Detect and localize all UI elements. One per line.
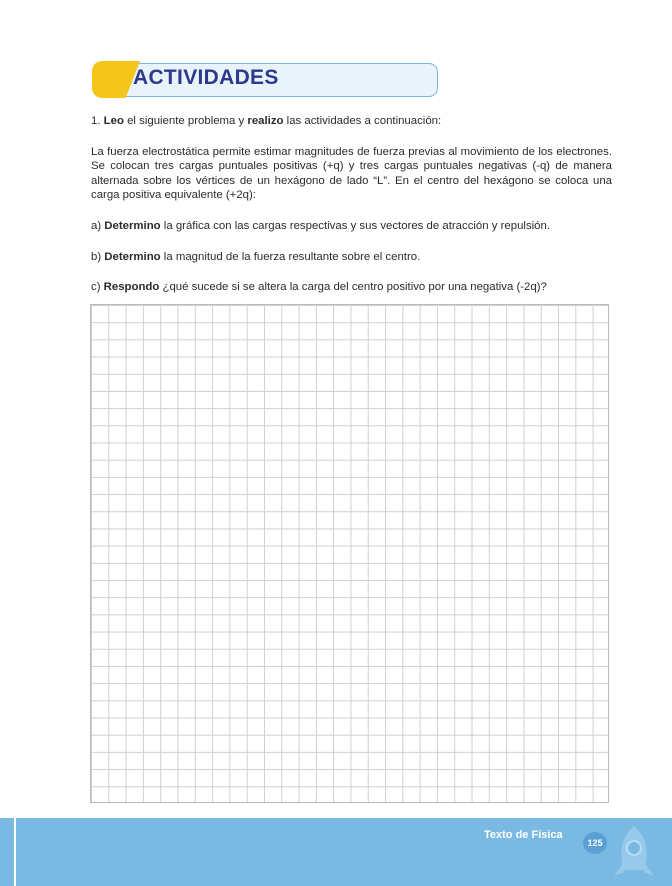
task-b [91, 250, 612, 265]
task-c-verb: Respondo [103, 281, 160, 294]
activity-number: 1. [91, 115, 101, 127]
task-a-prefix: a) [91, 219, 105, 232]
task-a-verb: Determino [104, 219, 161, 232]
page-number-badge: 125 [583, 832, 607, 854]
task-b-verb: Determino [104, 250, 161, 263]
task-a-text: la gráfica con las cargas respectivas y sus vectores de atracción y repulsión. [160, 219, 551, 232]
intro-verb-leo: Leo [103, 115, 124, 127]
activity-intro [91, 114, 612, 129]
task-c [91, 280, 612, 295]
task-b-prefix: b) [91, 250, 105, 263]
task-c-text: ¿qué sucede si se altera la carga del centro positivo por una negativa (-2q)? [159, 281, 547, 294]
intro-verb-realizo: realizo [247, 115, 284, 127]
rocket-icon [604, 822, 664, 886]
book-title: Texto de Física [484, 829, 563, 841]
problem-statement: La fuerza electrostática permite estimar magnitudes de fuerza previas al movimiento de los electrones. Se colocan tres cargas puntuales positivas (+q) y tres cargas puntuales negativas (-q) de manera alternada sobre los vértices de un hexágono de lado “L”. En el centro del hexágono se coloca una carga positiva equivalente (+2q): [91, 145, 612, 202]
intro-end-text: las actividades a continuación: [283, 115, 442, 127]
activity-content [91, 114, 612, 311]
intro-mid-text: el siguiente problema y [123, 115, 248, 127]
page-footer [0, 818, 672, 886]
task-b-text: la magnitud de la fuerza resultante sobre el centro. [160, 250, 421, 263]
section-title: ACTIVIDADES [133, 66, 279, 89]
graph-paper-workspace[interactable] [90, 304, 609, 803]
footer-stripe [14, 818, 16, 886]
task-a [91, 219, 612, 234]
task-c-prefix: c) [91, 281, 104, 294]
